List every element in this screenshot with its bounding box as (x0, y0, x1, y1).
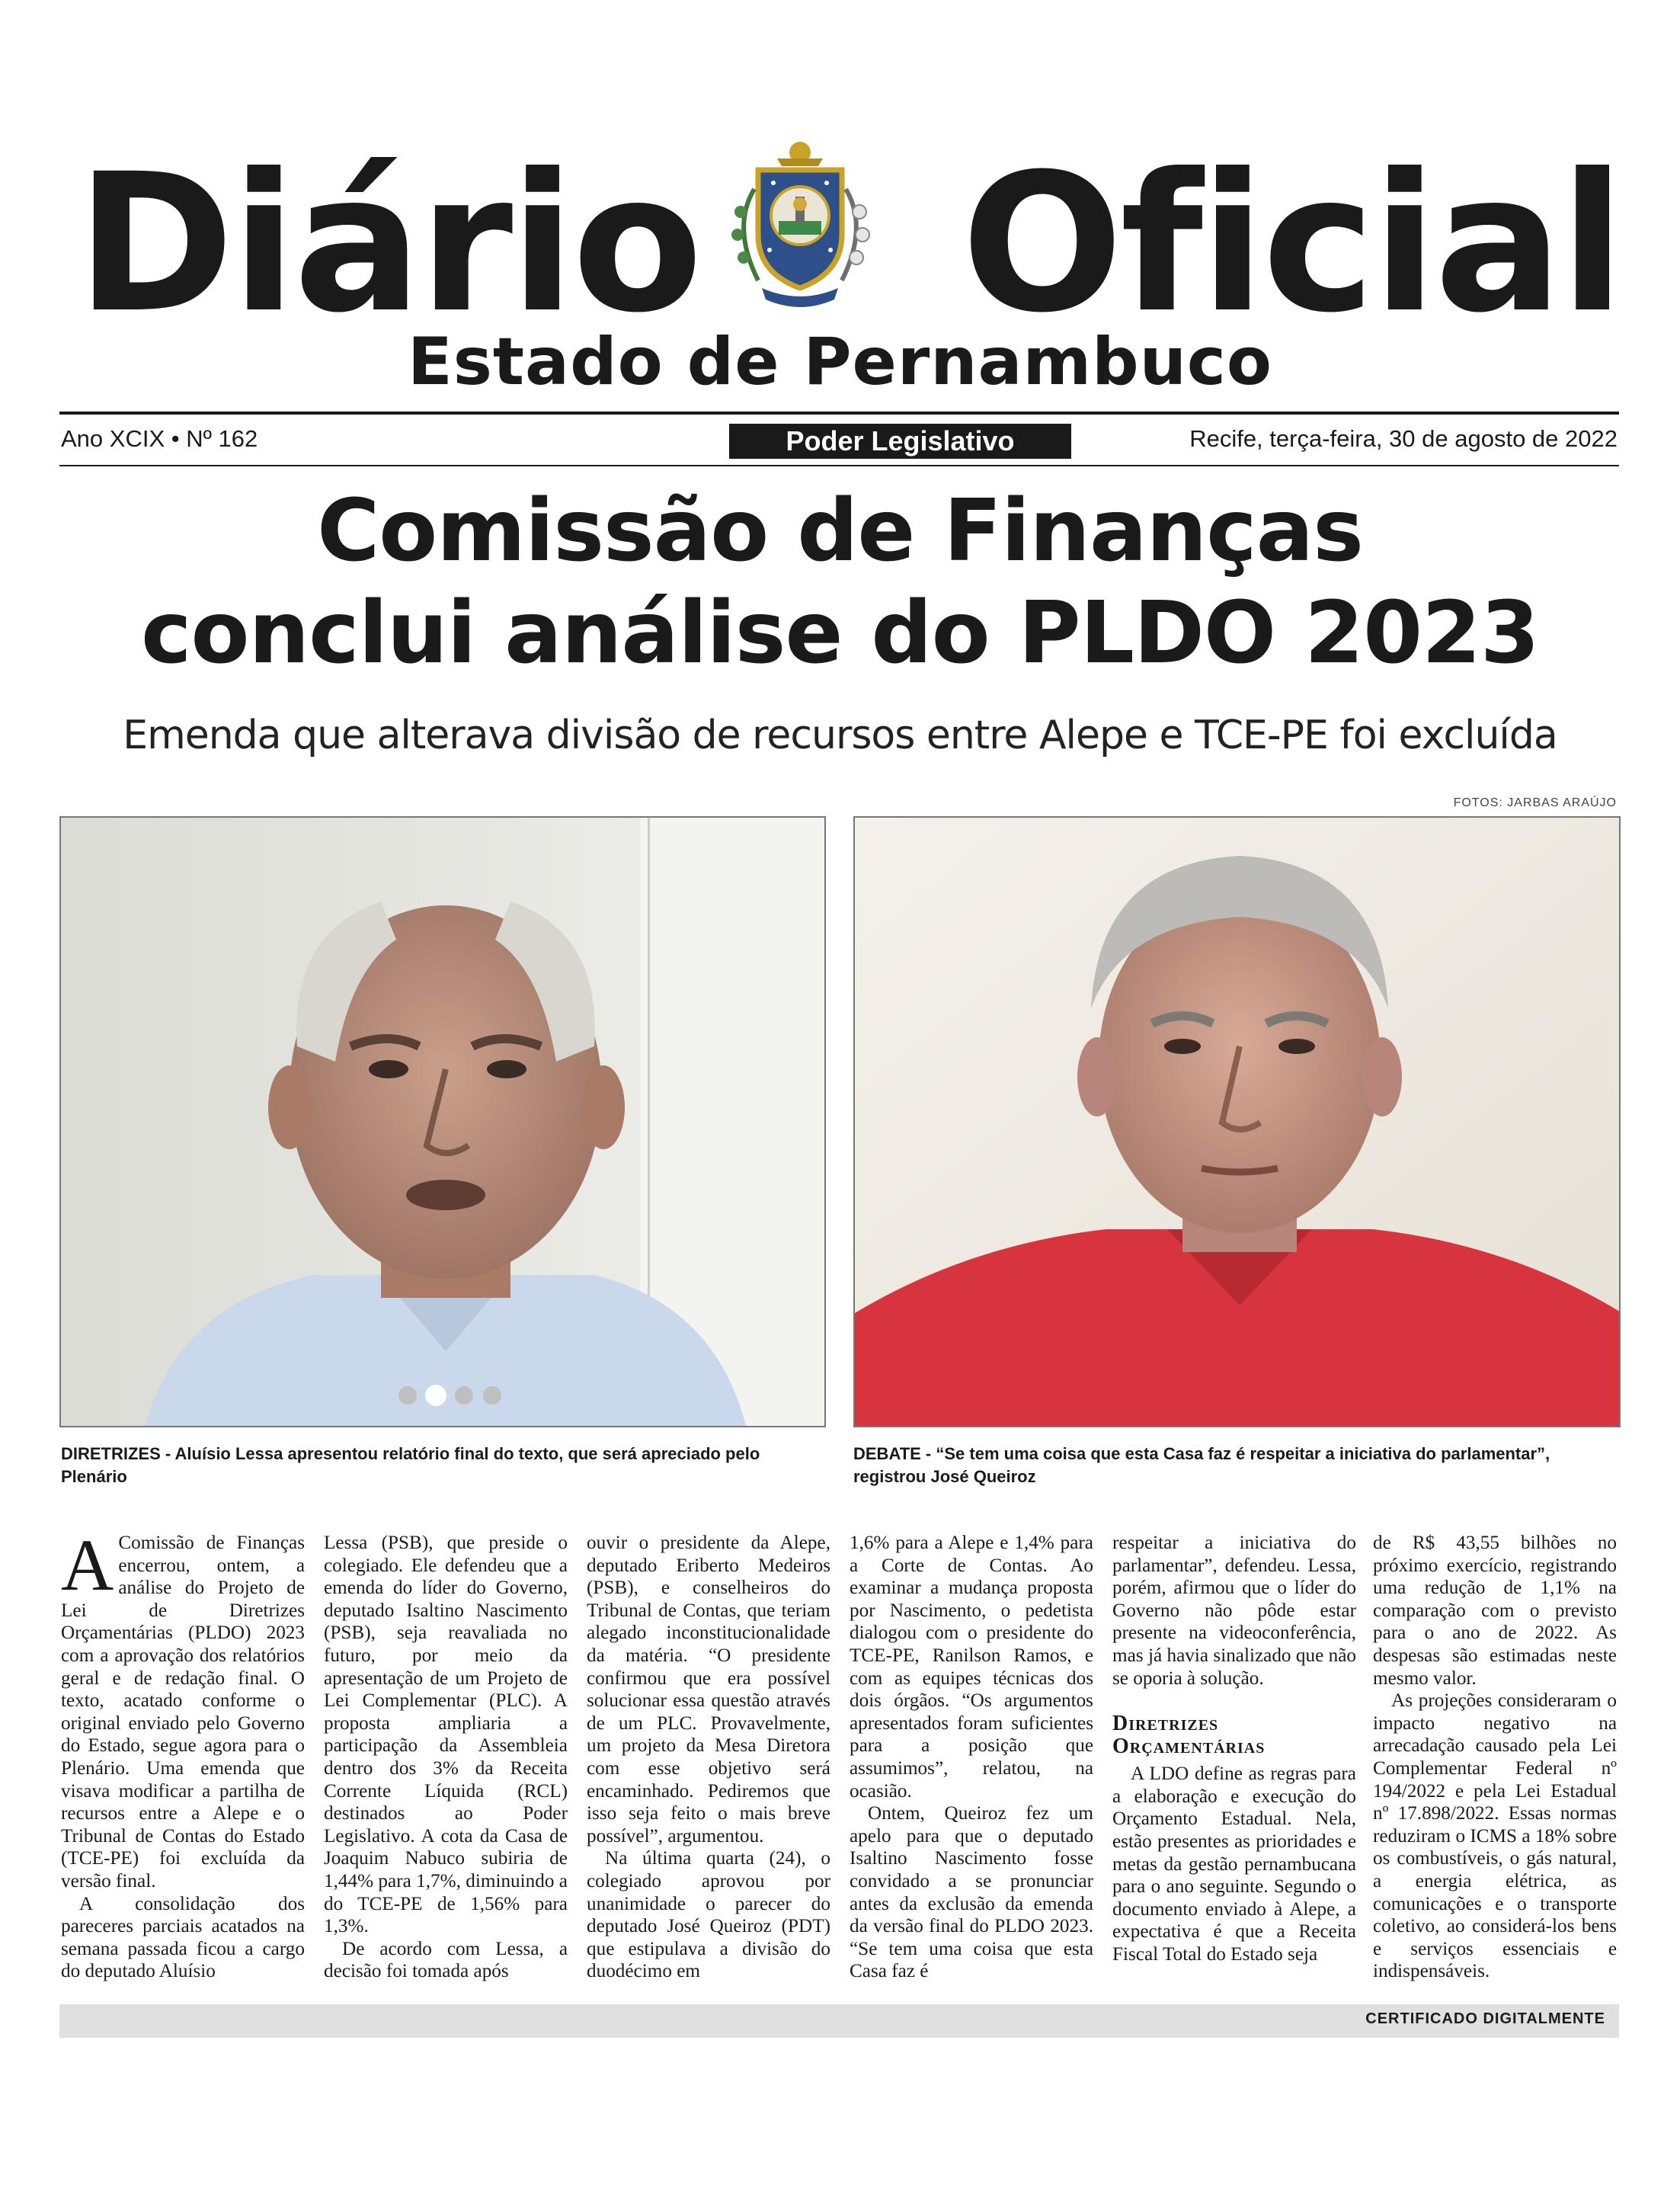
photo-jose-queiroz (853, 816, 1621, 1427)
edition-number: Ano XCIX • Nº 162 (61, 425, 258, 452)
digital-certification-label: CERTIFICADO DIGITALMENTE (1365, 2010, 1605, 2027)
caption-right-text: “Se tem uma coisa que esta Casa faz é respeitar a iniciativa do parlamentar”, registrou José Queiroz (853, 1444, 1550, 1486)
article-paragraph: A Comissão de Finanças encerrou, ontem, a análise do Projeto de Lei de Diretrizes Orçamentárias (PLDO) 2023 com a aprovação dos relatórios geral e de redação final. O texto, acatado conforme o original enviado pelo Governo do Estado, segue agora para o Plenário. Uma emenda que visava modificar a partilha de recursos entre a Alepe e o Tribunal de Contas do Estado (TCE-PE) foi excluída da versão final. (61, 1524, 305, 1891)
article-column-1 (61, 1524, 305, 1983)
pernambuco-coat-of-arms-icon (724, 136, 876, 311)
article-paragraph: Lessa (PSB), que preside o colegiado. Ele defendeu que a emenda do líder do Governo, deputado Isaltino Nascimento (PSB), seja reavaliada no futuro, por meio da apresentação de um Projeto de Lei Complementar (PLC). A proposta ampliaria a participação da Assembleia dentro dos 3% da Receita Corrente Líquida (RCL) destinados ao Poder Legislativo. A cota da Casa de Joaquim Nabuco subiria de 1,44% para 1,7%, diminuindo a do TCE-PE de 1,56% para 1,3%. (324, 1533, 568, 1937)
masthead-title-left: Diário (76, 133, 700, 354)
article-paragraph: Na última quarta (24), o colegiado aprovou por unanimidade o parecer do deputado José Queiroz (PDT) que estipulava a divisão do duodécimo em (587, 1848, 830, 1982)
article-paragraph: A consolidação dos pareceres parciais acatados na semana passada ficou a cargo do deputado Aluísio (61, 1893, 305, 1982)
article-column-5 (1112, 1532, 1356, 1966)
masthead-subtitle: Estado de Pernambuco (408, 324, 1272, 400)
info-bar (59, 421, 1619, 463)
article-paragraph: ouvir o presidente da Alepe, deputado Eriberto Medeiros (PSB), e conselheiros do Tribunal de Contas, que teriam alegado inconstitucionalidade da matéria. “O presidente confirmou que era possível solucionar essa questão através de um PLC. Provavelmente, um projeto da Mesa Diretora com esse objetivo será encaminhado. Pediremos que isso seja feito o mais breve possível”, argumentou. (587, 1533, 830, 1847)
article-paragraph: respeitar a iniciativa do parlamentar”, defendeu. Lessa, porém, afirmou que o líder do Governo não pôde estar presente na videoconferência, mas já havia sinalizado que não se oporia à solução. (1112, 1533, 1356, 1689)
article-column-2 (324, 1532, 568, 1983)
caption-right (853, 1443, 1619, 1488)
article-paragraph: As projeções consideraram o impacto negativo na arrecadação causado pela Lei Complementar Federal nº 194/2022 e pela Lei Estadual nº 17.898/2022. Essas normas reduziram o ICMS a 18% sobre os combustíveis, o gás natural, a energia elétrica, as comunicações e o transporte coletivo, ao considerá-los bens e serviços essenciais e indispensáveis. (1373, 1690, 1617, 1982)
headline-line-2: conclui análise do PLDO 2023 (141, 584, 1539, 683)
bottom-rule (59, 465, 1619, 466)
caption-left-text: Aluísio Lessa apresentou relatório final do texto, que será apreciado pelo Plenário (61, 1444, 760, 1486)
headline-line-1: Comissão de Finanças (317, 482, 1363, 581)
article-paragraph: 1,6% para a Alepe e 1,4% para a Corte de Contas. Ao examinar a mudança proposta por Nascimento, o pedetista dialogou com o presidente do TCE-PE, Ranilson Ramos, e com as equipes técnicas dos dois órgãos. “Os argumentos apresentados foram suficientes para a posição que assumimos”, relatou, na ocasião. (850, 1533, 1093, 1802)
caption-left-label: DIRETRIZES - (61, 1444, 171, 1463)
drop-cap: A (61, 1524, 114, 1606)
photo-aluisio-lessa (59, 816, 826, 1427)
article-paragraph: A LDO define as regras para a elaboração e execução do Orçamento Estadual. Nela, estão presentes as prioridades e metas da gestão pernambucana para o ano seguinte. Segundo o documento enviado à Alepe, a expectativa é que a Receita Fiscal Total do Estado seja (1112, 1763, 1356, 1965)
article-column-4 (850, 1532, 1093, 1983)
section-label: Poder Legislativo (729, 424, 1071, 459)
article-subhead: Diretrizes Orçamentárias (1112, 1712, 1266, 1759)
article-paragraph: Ontem, Queiroz fez um apelo para que o deputado Isaltino Nascimento fosse convidado a se pronunciar antes da exclusão da emenda da versão final do PLDO 2023. “Se tem uma coisa que esta Casa faz é (850, 1803, 1093, 1982)
caption-right-label: DEBATE - (853, 1444, 932, 1463)
publication-date: Recife, terça-feira, 30 de agosto de 2022 (1189, 425, 1618, 452)
article-body (61, 1524, 1617, 1997)
footer-bar (59, 2004, 1619, 2038)
headline (0, 480, 1680, 684)
photo-credit: FOTOS: JARBAS ARAÚJO (1453, 796, 1617, 809)
article-paragraph: de R$ 43,55 bilhões no próximo exercício, registrando uma redução de 1,1% na comparação com o previsto para o ano de 2022. As despesas são estimadas neste mesmo valor. (1373, 1533, 1617, 1689)
article-column-3 (587, 1532, 830, 1983)
top-rule (59, 412, 1619, 415)
masthead-title-right: Oficial (961, 133, 1622, 354)
article-column-6 (1373, 1532, 1617, 1983)
deck: Emenda que alterava divisão de recursos entre Alepe e TCE-PE foi excluída (123, 713, 1557, 758)
article-paragraph: De acordo com Lessa, a decisão foi tomada após (324, 1938, 568, 1982)
caption-left (61, 1443, 815, 1488)
